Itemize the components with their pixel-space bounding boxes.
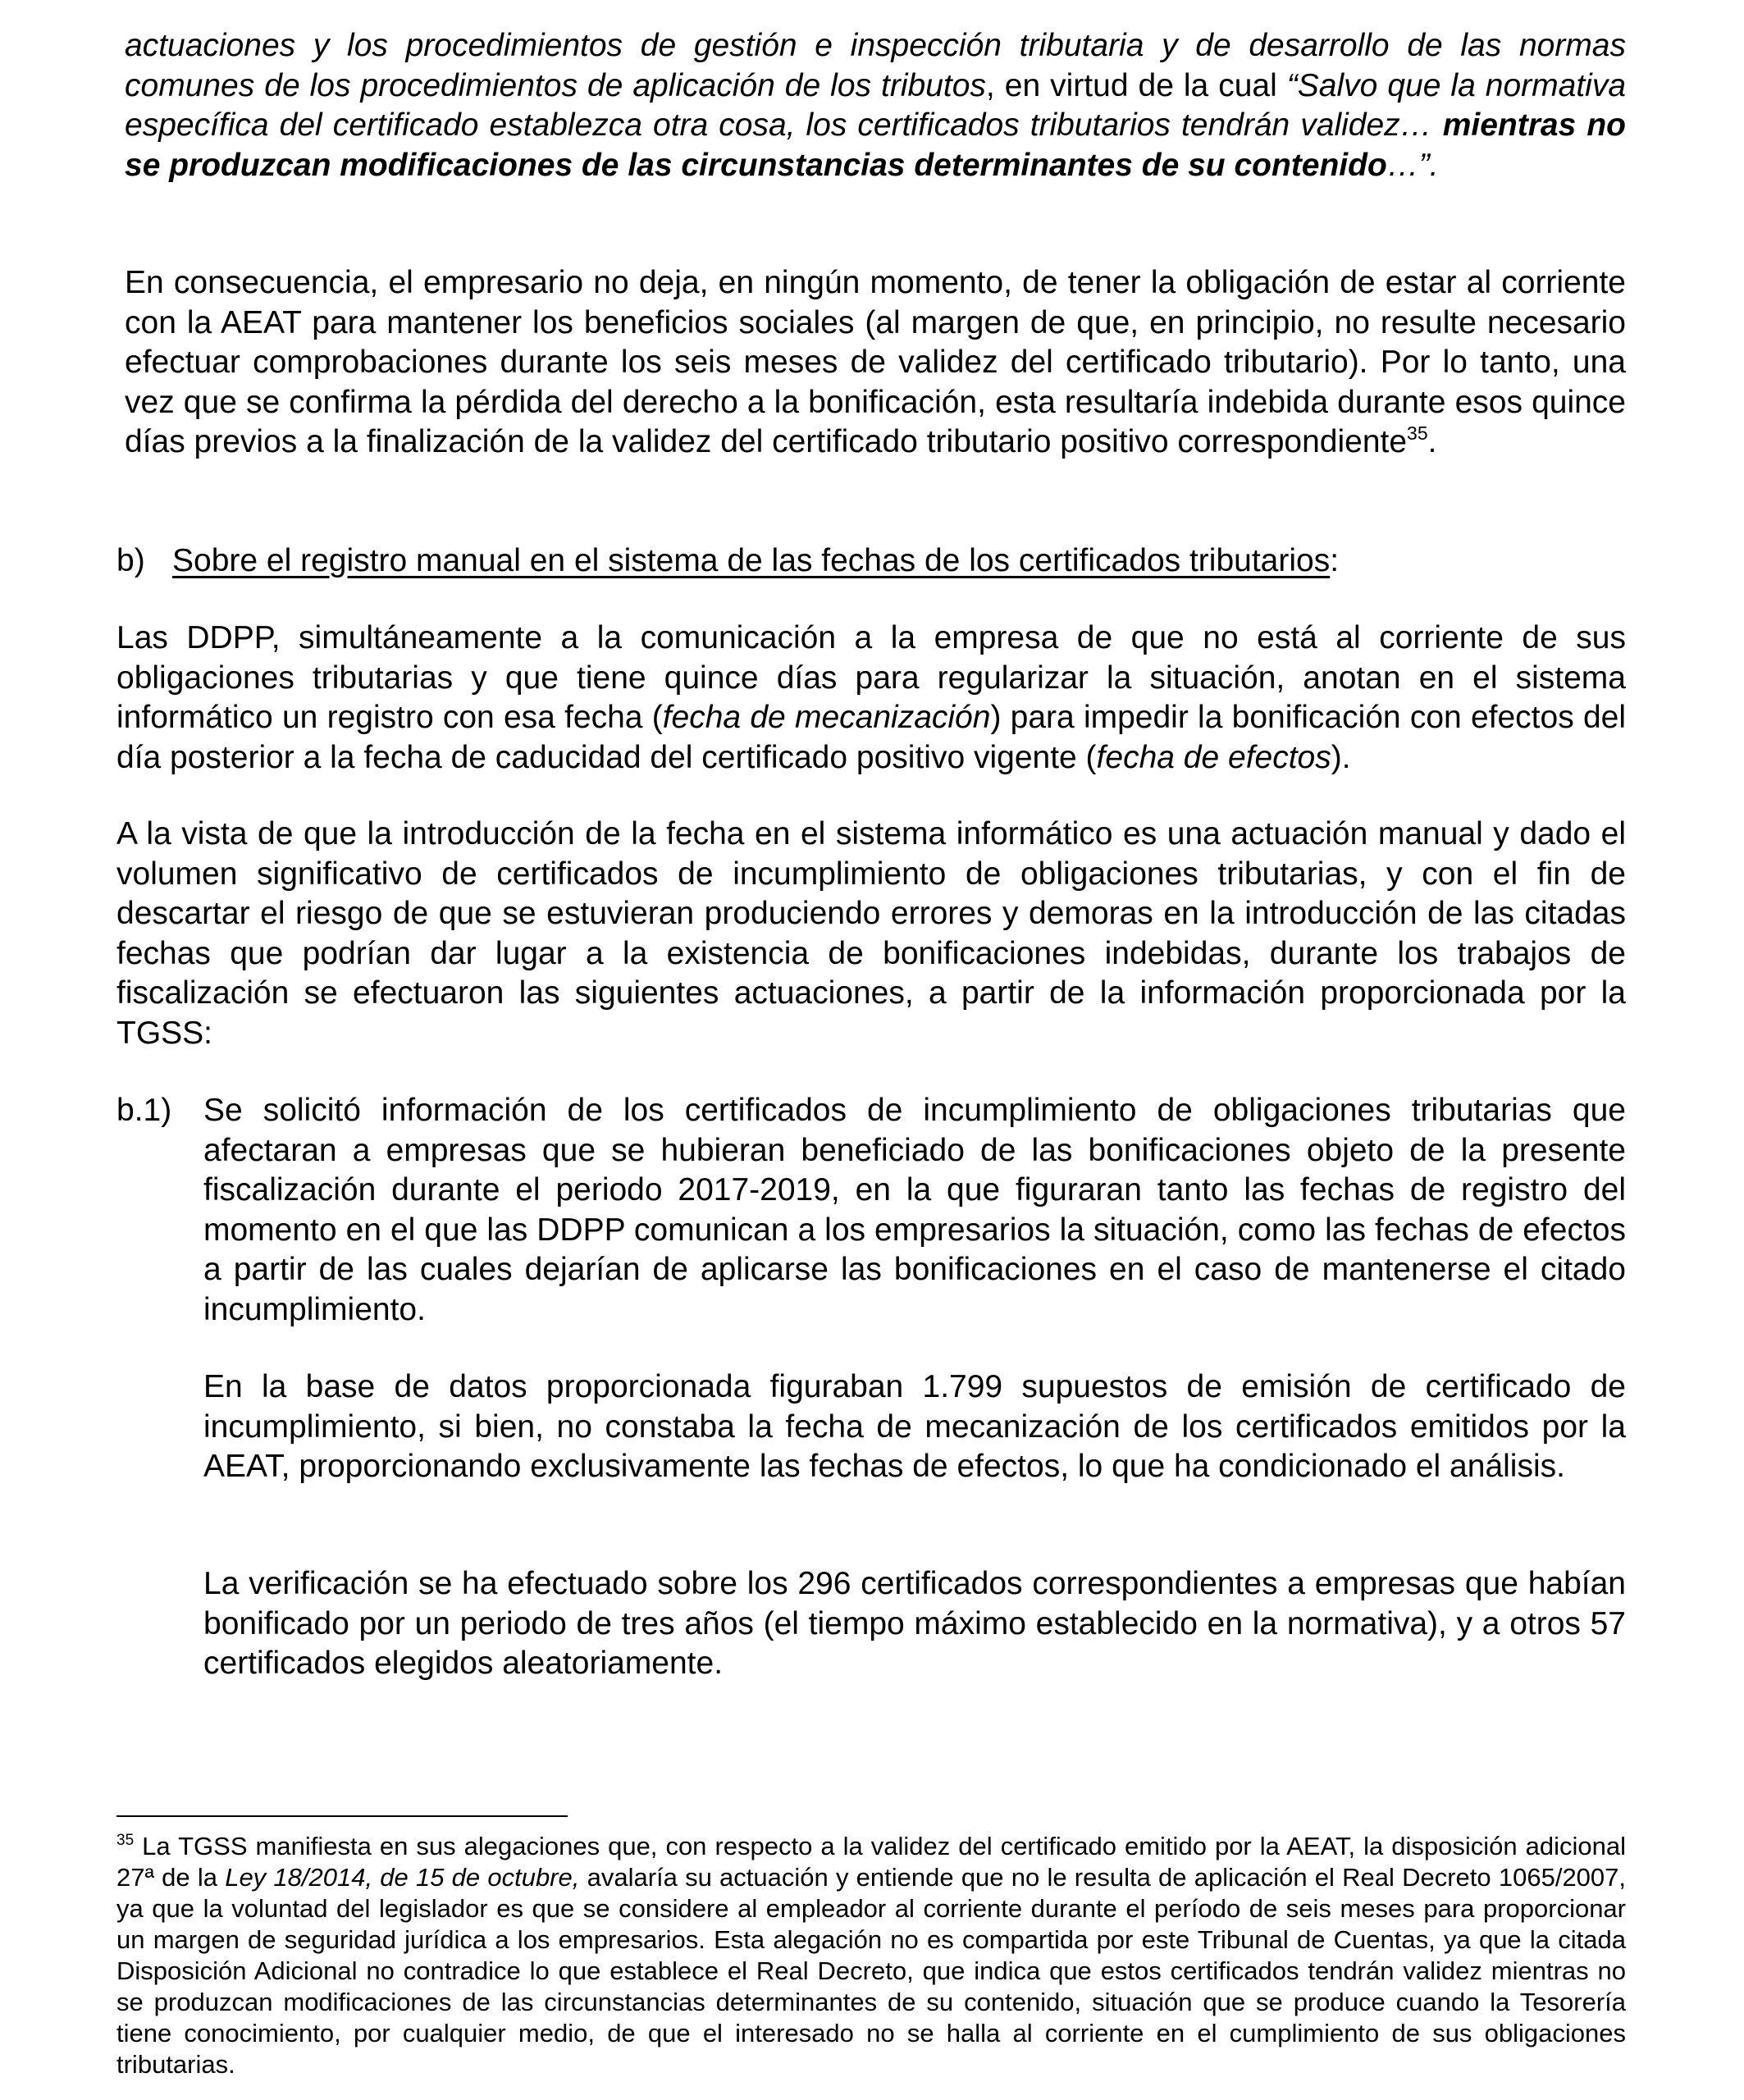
footnote-text-2: avalaría su actuación y entiende que no le resulta de aplicación el Real Decreto 1065/2007, ya que la voluntad del legislador es que se considere al empleador al corriente durante el período de seis meses para proporcionar un margen de seguridad jurídica a los empresarios. Esta alegación no es compartida por este Tribunal de Cuentas, ya que la citada Disposición Adicional no contradice lo que establece el Real Decreto, que indica que estos certificados tendrán validez mientras no se produzcan modificaciones de las circunstancias determinantes de su contenido, situación que se produce cuando la Tesorería tiene conocimiento, por cualquier medio, de que el interesado no se halla al corriente en el cumplimiento de sus obligaciones tributarias. (116, 1863, 1627, 2079)
footnote-reference-35: 35 (1407, 422, 1428, 444)
ddpp-paragraph (116, 619, 1626, 778)
footnote-number: 35 (116, 1832, 135, 1849)
consequence-text: En consecuencia, el empresario no deja, en ningún momento, de tener la obligación de estar al corriente con la AEAT para mantener los beneficios sociales (al margen de que, en principio, no resulte necesario efectuar comprobaciones durante los seis meses de validez del certificado tributario). Por lo tanto, una vez que se confirma la pérdida del derecho a la bonificación, esta resultaría indebida durante esos quince días previos a la finalización de la validez del certificado tributario positivo correspondiente (125, 265, 1626, 459)
intro-italic-2: “Salvo que la normativa específica del certificado establezca otra cosa, los certificados tributarios tendrán validez… (125, 67, 1627, 143)
consequence-end: . (1427, 424, 1437, 459)
section-b-label: b) (116, 543, 145, 578)
section-b-heading (172, 541, 1339, 582)
footnote-separator (116, 1815, 568, 1817)
ddpp-italic-2: fecha de efectos (1096, 739, 1331, 775)
intro-normal-1: , en virtud de la cual (985, 67, 1287, 103)
vista-paragraph: A la vista de que la introducción de la fecha en el sistema informático es una actuación manual y dado el volumen significativo de certificados de incumplimiento de obligaciones tributarias, y con el fin de descartar el riesgo de que se estuvieran produciendo errores y demoras en la introducción de las citadas fechas que podrían dar lugar a la existencia de bonificaciones indebidas, durante los trabajos de fiscalización se efectuaron las siguientes actuaciones, a partir de la información proporcionada por la TGSS: (116, 816, 1626, 1051)
section-b-title: Sobre el registro manual en el sistema de las fechas de los certificados tributarios (172, 543, 1331, 578)
consequence-paragraph (125, 263, 1626, 463)
intro-italic-3: …”. (1386, 147, 1439, 183)
intro-bold-italic: mientras no se produzcan modificaciones de las circunstancias determinantes de su contenido (125, 107, 1626, 183)
ddpp-text-3: ). (1331, 739, 1351, 775)
section-b-colon: : (1330, 543, 1340, 578)
footnote-text-1: La TGSS manifiesta en sus alegaciones que, con respecto a la validez del certificado emitido por la AEAT, la disposición adicional 27ª de la (116, 1832, 1626, 1892)
ddpp-text-1: Las DDPP, simultáneamente a la comunicación a la empresa de que no está al corriente de sus obligaciones tributarias y que tiene quince días para regularizar la situación, anotan en el sistema informático un registro con esa fecha ( (116, 620, 1626, 735)
footnote-35 (116, 1831, 1626, 2080)
item-b1-paragraph-2: En la base de datos proporcionada figuraban 1.799 supuestos de emisión de certificado de incumplimiento, si bien, no constaba la fecha de mecanización de los certificados emitidos por la AEAT, proporcionando exclusivamente las fechas de efectos, lo que ha condicionado el análisis. (203, 1369, 1626, 1484)
ddpp-italic-1: fecha de mecanización (662, 700, 991, 735)
footnote-law-reference: Ley 18/2014, de 15 de octubre, (225, 1863, 580, 1892)
intro-italic-1: actuaciones y los procedimientos de gestión e inspección tributaria y de desarrollo de las normas comunes de los procedimientos de aplicación de los tributos (125, 28, 1626, 103)
intro-paragraph (125, 26, 1626, 185)
item-b1-paragraph-3: La verificación se ha efectuado sobre los 296 certificados correspondientes a empresas que habían bonificado por un periodo de tres años (el tiempo máximo establecido en la normativa), y a otros 57 certificados elegidos aleatoriamente. (203, 1566, 1626, 1681)
ddpp-text-2: ) para impedir la bonificación con efectos del día posterior a la fecha de caducidad del certificado positivo vigente ( (116, 700, 1626, 775)
item-b1-paragraph-1: Se solicitó información de los certificados de incumplimiento de obligaciones tributarias que afectaran a empresas que se hubieran beneficiado de las bonificaciones objeto de la presente fiscalización durante el periodo 2017-2019, en la que figuraran tanto las fechas de registro del momento en el que las DDPP comunican a los empresarios la situación, como las fechas de efectos a partir de las cuales dejarían de aplicarse las bonificaciones en el caso de mantenerse el citado incumplimiento. (203, 1093, 1626, 1327)
item-b1-label: b.1) (116, 1093, 172, 1128)
